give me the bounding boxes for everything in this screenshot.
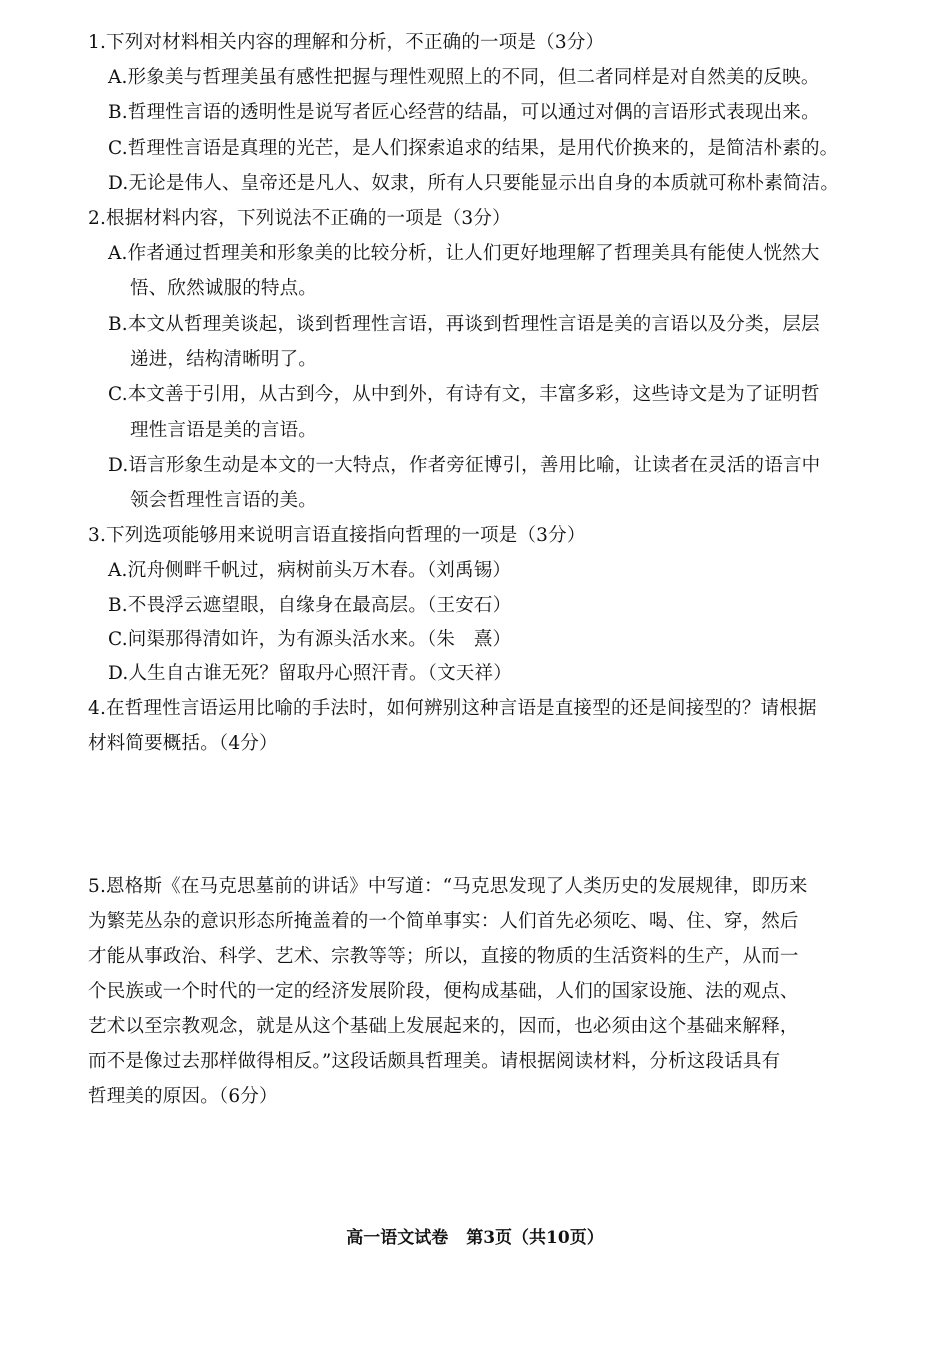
question-5-line-6: 而不是像过去那样做得相反。”这段话颇具哲理美。请根据阅读材料，分析这段话具有 [88,1051,781,1072]
question-2-option-d-cont: 领会哲理性言语的美。 [130,490,318,511]
question-3-stem: 3.下列选项能够用来说明言语直接指向哲理的一项是（3分） [88,525,586,546]
question-2-option-b: B.本文从哲理美谈起，谈到哲理性言语，再谈到哲理性言语是美的言语以及分类，层层 [108,314,820,335]
footer-page-number: 第3页（共10页） [466,1228,604,1248]
question-2-option-b-cont: 递进，结构清晰明了。 [130,349,318,370]
question-2-option-c: C.本文善于引用，从古到今，从中到外，有诗有文，丰富多彩，这些诗文是为了证明哲 [108,384,820,405]
question-5-line-5: 艺术以至宗教观念，就是从这个基础上发展起来的，因而，也必须由这个基础来解释， [88,1016,799,1037]
question-1-option-d: D.无论是伟人、皇帝还是凡人、奴隶，所有人只要能显示出自身的本质就可称朴素简洁。 [108,173,840,194]
question-3-option-b: B.不畏浮云遮望眼，自缘身在最高层。（王安石） [108,595,512,616]
question-2-option-a-cont: 悟、欣然诚服的特点。 [130,278,318,299]
question-5-line-3: 才能从事政治、科学、艺术、宗教等等；所以，直接的物质的生活资料的生产，从而一 [88,946,799,967]
question-4-line-1: 4.在哲理性言语运用比喻的手法时，如何辨别这种言语是直接型的还是间接型的？请根据 [88,698,817,719]
question-1-option-a: A.形象美与哲理美虽有感性把握与理性观照上的不同，但二者同样是对自然美的反映。 [108,67,820,88]
question-2-option-c-cont: 理性言语是美的言语。 [130,420,318,441]
footer-exam-title: 高一语文试卷 [346,1228,449,1248]
question-2-stem: 2.根据材料内容，下列说法不正确的一项是（3分） [88,208,511,229]
question-3-option-a: A.沉舟侧畔千帆过，病树前头万木春。（刘禹锡） [108,560,512,581]
question-1-option-b: B.哲理性言语的透明性是说写者匠心经营的结晶，可以通过对偶的言语形式表现出来。 [108,102,820,123]
question-1-stem: 1.下列对材料相关内容的理解和分析，不正确的一项是（3分） [88,32,605,53]
page-footer [0,1226,950,1250]
question-5-line-7: 哲理美的原因。（6分） [88,1086,278,1107]
question-2-option-d: D.语言形象生动是本文的一大特点，作者旁征博引，善用比喻，让读者在灵活的语言中 [108,455,821,476]
question-2-option-a: A.作者通过哲理美和形象美的比较分析，让人们更好地理解了哲理美具有能使人恍然大 [108,243,820,264]
question-3-option-d: D.人生自古谁无死？留取丹心照汗青。（文天祥） [108,663,512,684]
question-5-line-4: 个民族或一个时代的一定的经济发展阶段，便构成基础，人们的国家设施、法的观点、 [88,981,799,1002]
question-5-line-1: 5.恩格斯《在马克思墓前的讲话》中写道：“马克思发现了人类历史的发展规律，即历来 [88,876,808,897]
question-3-option-c: C.问渠那得清如许，为有源头活水来。（朱 熹） [108,629,512,650]
question-5-line-2: 为繁芜丛杂的意识形态所掩盖着的一个简单事实：人们首先必须吃、喝、住、穿，然后 [88,911,799,932]
question-4-line-2: 材料简要概括。（4分） [88,733,278,754]
question-1-option-c: C.哲理性言语是真理的光芒，是人们探索追求的结果，是用代价换来的，是简洁朴素的。 [108,138,839,159]
